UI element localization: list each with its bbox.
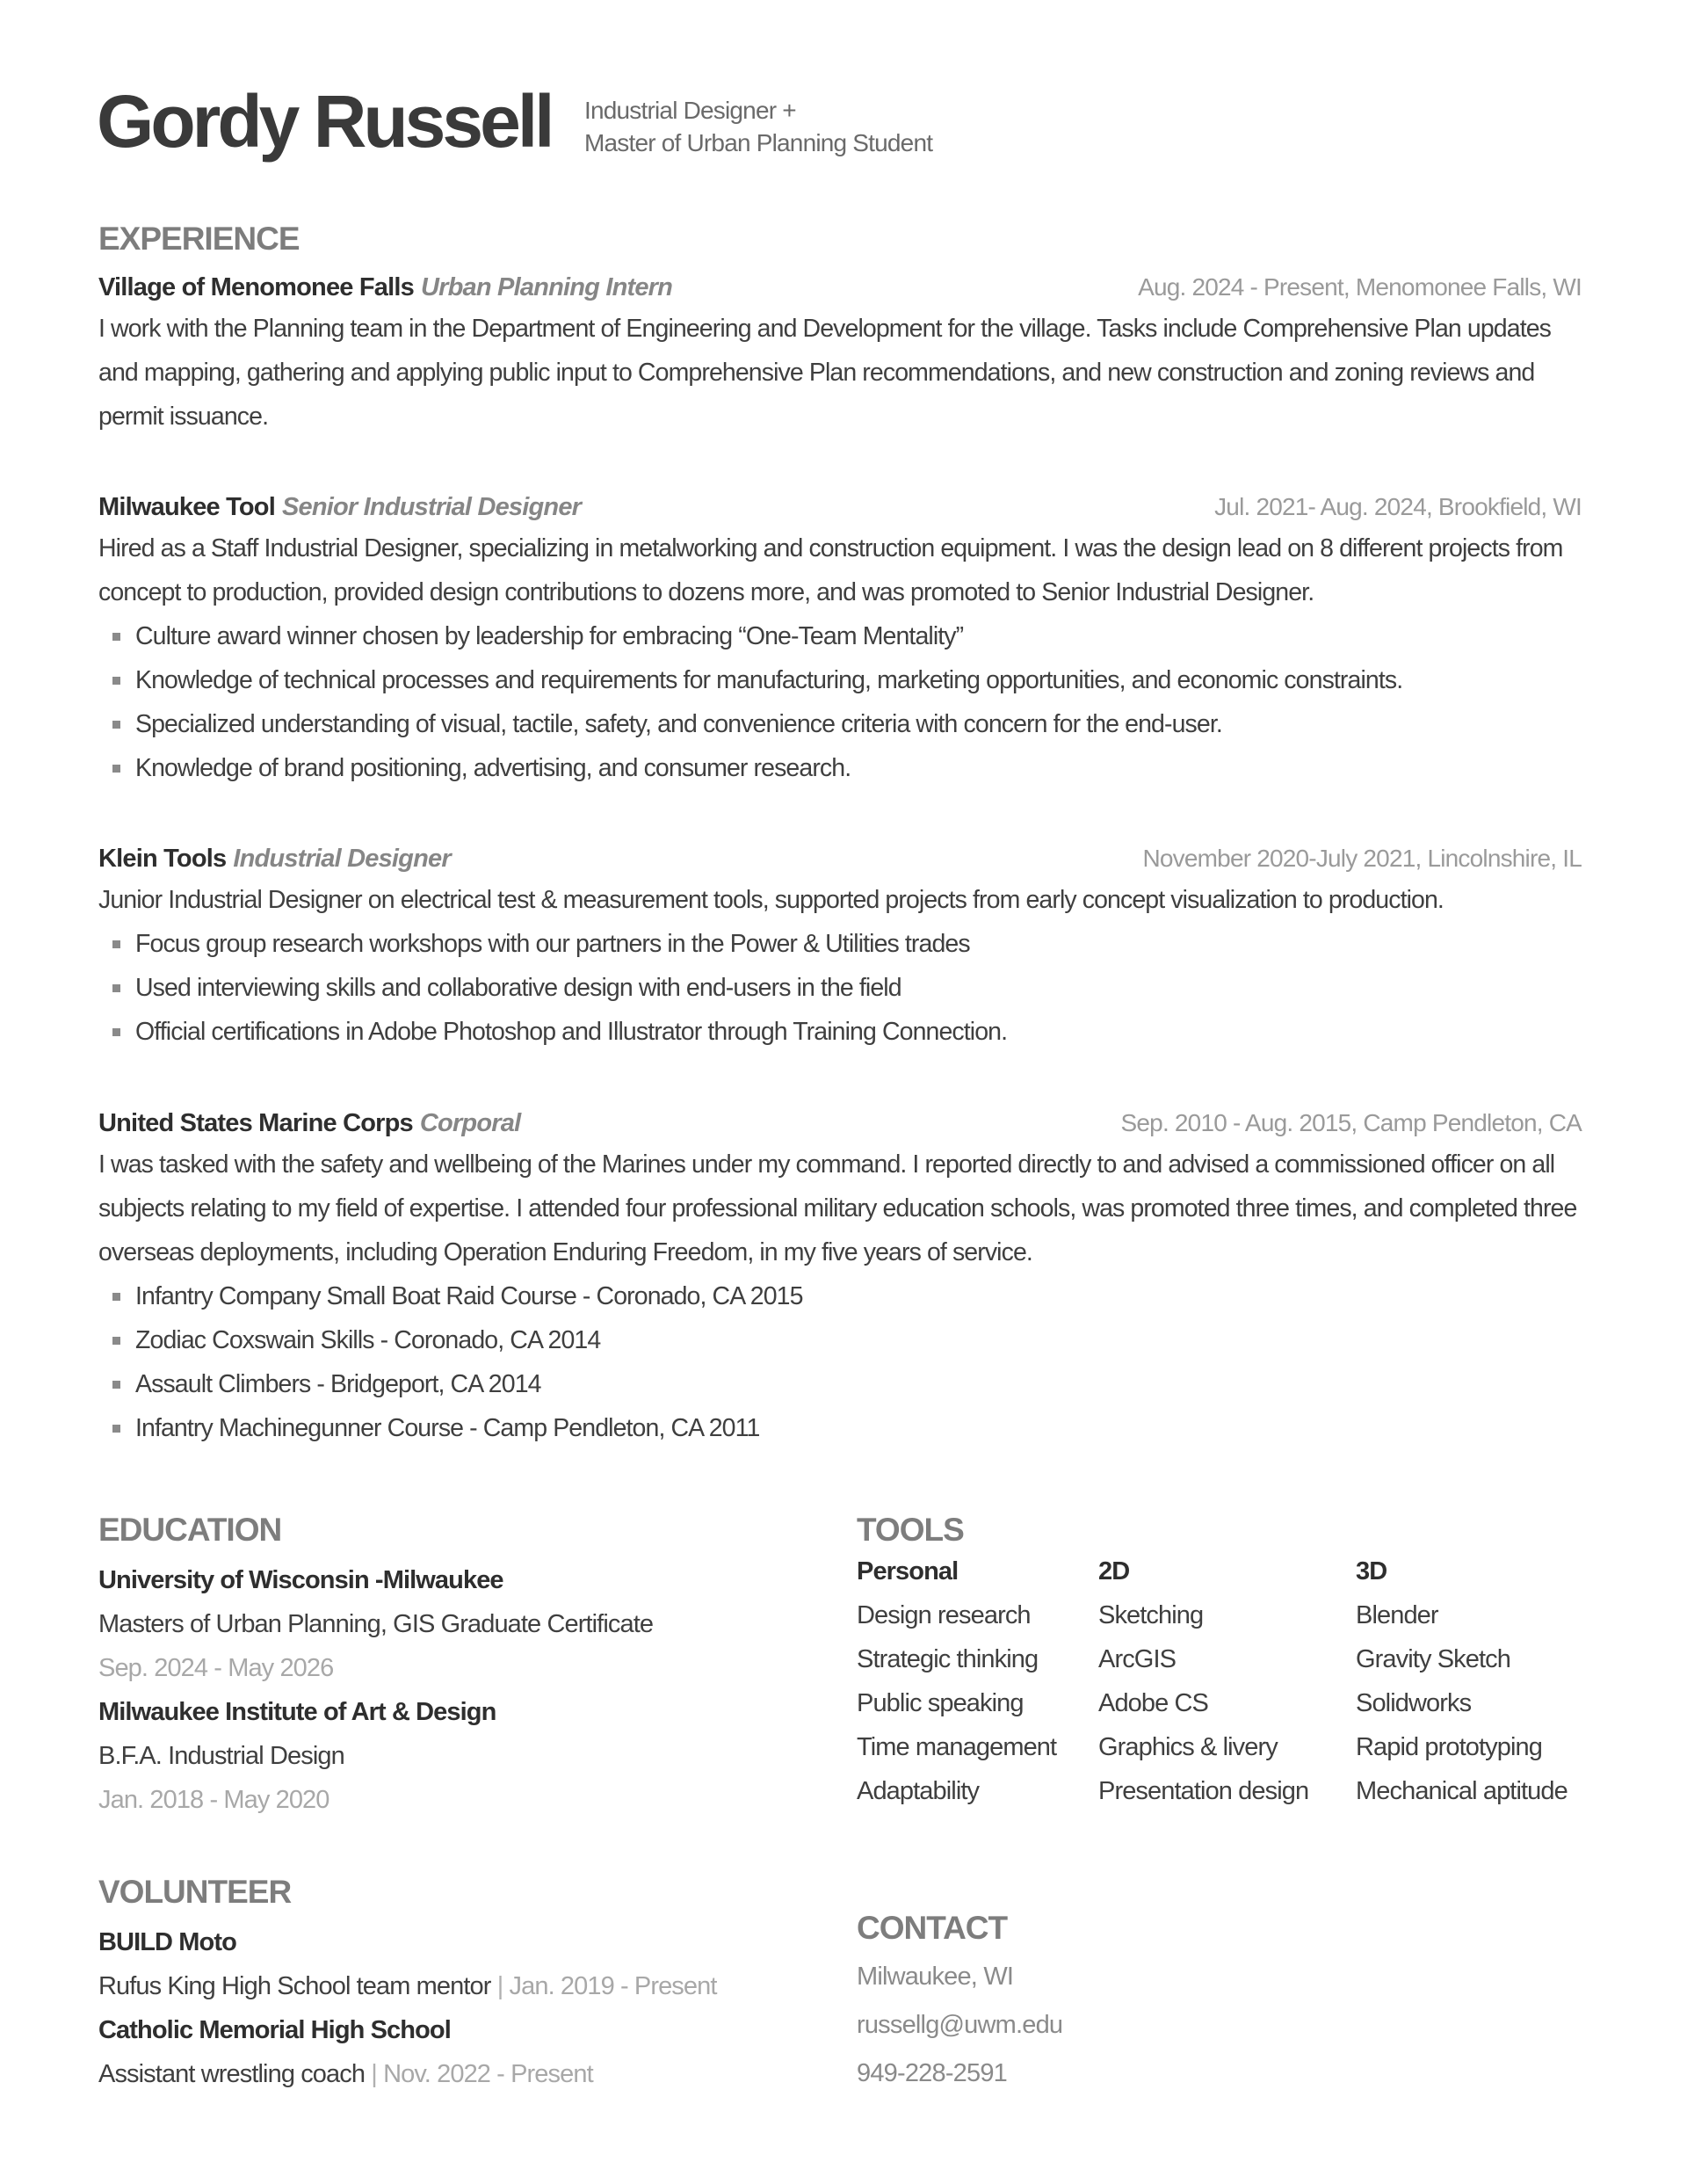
job-entry xyxy=(98,839,1582,1054)
volunteer-dates: Nov. 2022 - Present xyxy=(383,2060,593,2088)
job-role: Urban Planning Intern xyxy=(420,273,673,301)
job-entry xyxy=(98,488,1582,790)
list-item: Specialized understanding of visual, tactile, safety, and convenience criteria with concern for the end-user. xyxy=(98,702,1582,746)
tools-column-3d xyxy=(1356,1549,1568,1813)
volunteer-detail xyxy=(98,1964,717,2008)
tools-column-2d xyxy=(1098,1549,1308,1813)
education-list xyxy=(98,1558,653,1822)
volunteer-org: BUILD Moto xyxy=(98,1928,236,1956)
job-dates: Jul. 2021- Aug. 2024, Brookfield, WI xyxy=(1214,493,1582,520)
job-org: Village of Menomonee Falls xyxy=(98,273,414,301)
job-description: Junior Industrial Designer on electrical test & measurement tools, supported projects from early concept visualization to production. xyxy=(98,886,1444,914)
list-item: Adaptability xyxy=(857,1777,980,1805)
tools-column-personal xyxy=(857,1549,1056,1813)
job-dates: Aug. 2024 - Present, Menomonee Falls, WI xyxy=(1138,273,1582,301)
list-item: Focus group research workshops with our partners in the Power & Utilities trades xyxy=(98,922,1582,966)
list-item: ArcGIS xyxy=(1098,1645,1177,1673)
separator: | xyxy=(371,2060,377,2088)
list-item: Infantry Machinegunner Course - Camp Pendleton, CA 2011 xyxy=(98,1406,1582,1450)
candidate-name: Gordy Russell xyxy=(97,80,552,163)
job-bullets xyxy=(98,614,1582,790)
job-org: Milwaukee Tool xyxy=(98,493,275,521)
job-dates: Sep. 2010 - Aug. 2015, Camp Pendleton, CA xyxy=(1120,1109,1582,1136)
job-header xyxy=(98,268,1582,307)
job-role: Senior Industrial Designer xyxy=(281,493,582,521)
job-dates: November 2020-July 2021, Lincolnshire, IL xyxy=(1142,845,1582,872)
bullet-icon xyxy=(112,940,120,948)
volunteer-dates: Jan. 2019 - Present xyxy=(509,1972,717,2000)
tools-column-title: 2D xyxy=(1098,1557,1130,1585)
job-role: Corporal xyxy=(419,1109,521,1137)
volunteer-role: Rufus King High School team mentor xyxy=(98,1972,491,2000)
tools-heading: TOOLS xyxy=(857,1512,964,1548)
bullet-icon xyxy=(112,633,120,641)
job-header xyxy=(98,1104,1582,1143)
candidate-subtitle xyxy=(584,94,932,159)
list-item: Knowledge of technical processes and requirements for manufacturing, marketing opportunities, and economic constraints. xyxy=(98,658,1582,702)
school-dates: Jan. 2018 - May 2020 xyxy=(98,1786,329,1814)
list-item: Graphics & livery xyxy=(1098,1733,1278,1761)
contact-location: Milwaukee, WI xyxy=(857,1963,1014,1991)
separator: | xyxy=(496,1972,503,2000)
list-item: Culture award winner chosen by leadership for embracing “One-Team Mentality” xyxy=(98,614,1582,658)
list-item: Adobe CS xyxy=(1098,1689,1208,1717)
bullet-icon xyxy=(112,1337,120,1345)
school-degree: Masters of Urban Planning, GIS Graduate Certificate xyxy=(98,1610,654,1638)
bullet-icon xyxy=(112,1381,120,1389)
bullet-icon xyxy=(112,1425,120,1433)
list-item: Time management xyxy=(857,1733,1057,1761)
subtitle-line-2: Master of Urban Planning Student xyxy=(584,129,933,156)
tools-column-title: Personal xyxy=(857,1557,959,1585)
job-bullets xyxy=(98,1274,1582,1450)
bullet-icon xyxy=(112,677,120,685)
list-item: Knowledge of brand positioning, advertising, and consumer research. xyxy=(98,746,1582,790)
school-dates: Sep. 2024 - May 2026 xyxy=(98,1654,334,1682)
volunteer-heading: VOLUNTEER xyxy=(98,1874,292,1910)
tools-column-title: 3D xyxy=(1356,1557,1387,1585)
job-role: Industrial Designer xyxy=(233,845,451,873)
job-description: Hired as a Staff Industrial Designer, specializing in metalworking and construction equipment. I was the design lead on 8 different projects from concept to production, provided design contributions to dozens more, and was promoted to Senior Industrial Designer. xyxy=(98,534,1563,606)
list-item: Zodiac Coxswain Skills - Coronado, CA 2014 xyxy=(98,1318,1582,1362)
bullet-icon xyxy=(112,1293,120,1301)
education-heading: EDUCATION xyxy=(98,1512,282,1548)
list-item: Mechanical aptitude xyxy=(1356,1777,1568,1805)
list-item: Official certifications in Adobe Photoshop and Illustrator through Training Connection. xyxy=(98,1010,1582,1054)
job-org: Klein Tools xyxy=(98,845,227,873)
volunteer-list xyxy=(98,1920,717,2096)
list-item: Gravity Sketch xyxy=(1356,1645,1510,1673)
list-item: Design research xyxy=(857,1601,1031,1629)
list-item: Public speaking xyxy=(857,1689,1024,1717)
bullet-icon xyxy=(112,765,120,773)
list-item: Assault Climbers - Bridgeport, CA 2014 xyxy=(98,1362,1582,1406)
job-org: United States Marine Corps xyxy=(98,1109,413,1137)
school-name: University of Wisconsin -Milwaukee xyxy=(98,1566,503,1594)
bullet-icon xyxy=(112,721,120,729)
volunteer-role: Assistant wrestling coach xyxy=(98,2060,366,2088)
contact-heading: CONTACT xyxy=(857,1910,1008,1946)
list-item: Rapid prototyping xyxy=(1356,1733,1543,1761)
school-degree: B.F.A. Industrial Design xyxy=(98,1742,344,1770)
list-item: Solidworks xyxy=(1356,1689,1472,1717)
list-item: Infantry Company Small Boat Raid Course - Coronado, CA 2015 xyxy=(98,1274,1582,1318)
list-item: Used interviewing skills and collaborative design with end-users in the field xyxy=(98,966,1582,1010)
job-header xyxy=(98,839,1582,878)
job-description: I work with the Planning team in the Department of Engineering and Development for the village. Tasks include Comprehensive Plan updates and mapping, gathering and applying public input to Comprehensive Plan recommendations, and new construction and zoning reviews and permit issuance. xyxy=(98,315,1552,431)
contact-email[interactable]: russellg@uwm.edu xyxy=(857,2011,1063,2039)
bullet-icon xyxy=(112,1028,120,1036)
subtitle-line-1: Industrial Designer + xyxy=(584,97,796,124)
list-item: Strategic thinking xyxy=(857,1645,1039,1673)
job-header xyxy=(98,488,1582,526)
job-bullets xyxy=(98,922,1582,1054)
contact-list xyxy=(857,1953,1062,2098)
list-item: Blender xyxy=(1356,1601,1438,1629)
contact-phone[interactable]: 949-228-2591 xyxy=(857,2059,1007,2087)
list-item: Presentation design xyxy=(1098,1777,1309,1805)
experience-heading: EXPERIENCE xyxy=(98,221,300,257)
school-name: Milwaukee Institute of Art & Design xyxy=(98,1698,496,1726)
volunteer-detail xyxy=(98,2052,717,2096)
job-description: I was tasked with the safety and wellbeing of the Marines under my command. I reported directly to and advised a commissioned officer on all subjects relating to my field of expertise. I attended four professional military education schools, was promoted three times, and completed three overseas deployments, including Operation Enduring Freedom, in my five years of service. xyxy=(98,1150,1577,1266)
bullet-icon xyxy=(112,984,120,992)
job-entry xyxy=(98,268,1582,439)
volunteer-org: Catholic Memorial High School xyxy=(98,2016,451,2044)
job-entry xyxy=(98,1104,1582,1450)
list-item: Sketching xyxy=(1098,1601,1204,1629)
